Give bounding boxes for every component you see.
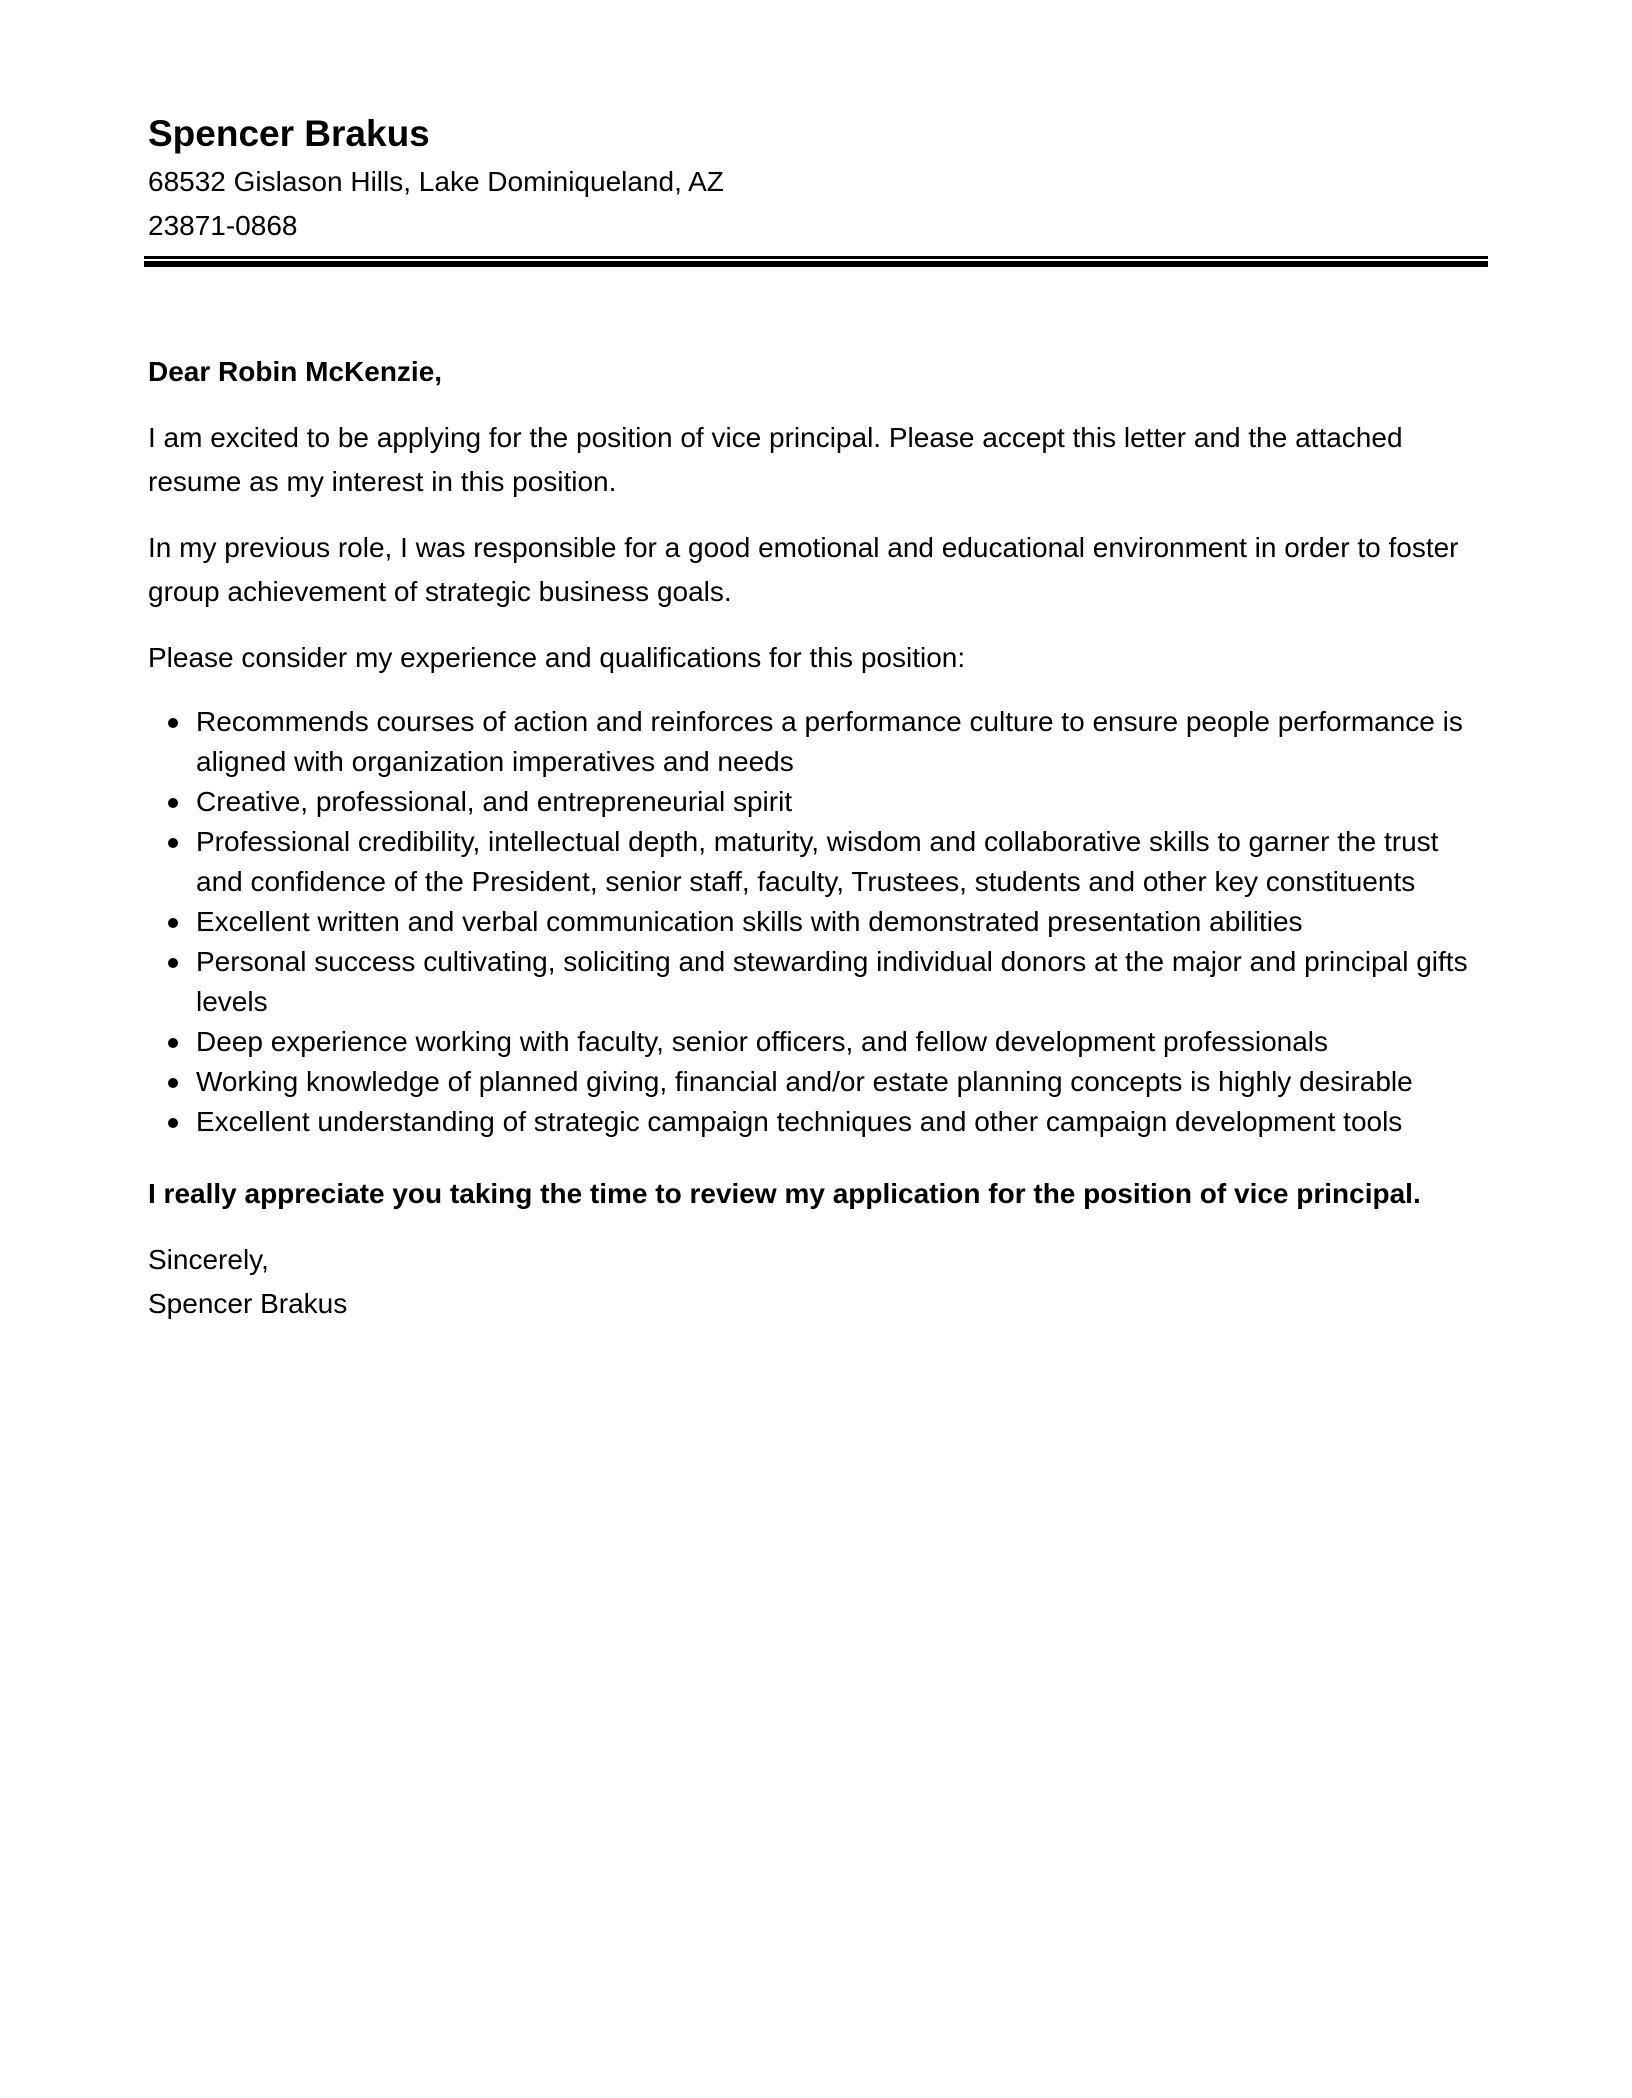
signature-name: Spencer Brakus [148, 1288, 348, 1319]
sender-address-line1: 68532 Gislason Hills, Lake Dominiqueland, AZ [148, 166, 724, 197]
list-item [148, 1022, 1488, 1062]
bullet-icon [168, 838, 178, 848]
list-item [148, 942, 1488, 1022]
list-item [148, 822, 1488, 902]
header-divider [144, 256, 1488, 266]
bullet-icon [168, 718, 178, 728]
closing-statement: I really appreciate you taking the time to review my application for the position of vice principal. [148, 1178, 1421, 1209]
list-item-text: Deep experience working with faculty, senior officers, and fellow development professionals [196, 1026, 1329, 1057]
letter-body [148, 350, 1488, 1326]
qualifications-list [148, 702, 1488, 1142]
list-item [148, 1062, 1488, 1102]
list-item-text: Professional credibility, intellectual depth, maturity, wisdom and collaborative skills to garner the trust and confidence of the President, senior staff, faculty, Trustees, students and other key constituents [196, 826, 1439, 897]
list-item-text: Excellent written and verbal communication skills with demonstrated presentation abilities [196, 906, 1303, 937]
intro-paragraph: I am excited to be applying for the position of vice principal. Please accept this letter and the attached resume as my interest in this position. [148, 422, 1403, 497]
list-item-text: Working knowledge of planned giving, financial and/or estate planning concepts is highly desirable [196, 1066, 1413, 1097]
sender-address-line2: 23871-0868 [148, 210, 298, 241]
greeting: Dear Robin McKenzie, [148, 356, 443, 387]
bullet-icon [168, 1118, 178, 1128]
bullet-icon [168, 958, 178, 968]
bullet-icon [168, 1038, 178, 1048]
bullet-icon [168, 798, 178, 808]
bullet-icon [168, 918, 178, 928]
bullet-icon [168, 1078, 178, 1088]
experience-paragraph: In my previous role, I was responsible for a good emotional and educational environment in order to foster group achievement of strategic business goals. [148, 532, 1459, 607]
letter-header [148, 108, 1488, 248]
header-divider-thick [144, 261, 1488, 267]
list-item-text: Excellent understanding of strategic campaign techniques and other campaign development tools [196, 1106, 1403, 1137]
qualifications-intro: Please consider my experience and qualifications for this position: [148, 642, 966, 673]
sender-name: Spencer Brakus [148, 113, 430, 154]
list-item-text: Recommends courses of action and reinforces a performance culture to ensure people performance is aligned with organization imperatives and needs [196, 706, 1463, 777]
list-item [148, 1102, 1488, 1142]
list-item [148, 902, 1488, 942]
list-item [148, 702, 1488, 782]
list-item-text: Creative, professional, and entrepreneurial spirit [196, 786, 793, 817]
list-item [148, 782, 1488, 822]
signoff: Sincerely, [148, 1244, 269, 1275]
header-divider-thin [144, 256, 1488, 259]
list-item-text: Personal success cultivating, soliciting and stewarding individual donors at the major and principal gifts levels [196, 946, 1468, 1017]
